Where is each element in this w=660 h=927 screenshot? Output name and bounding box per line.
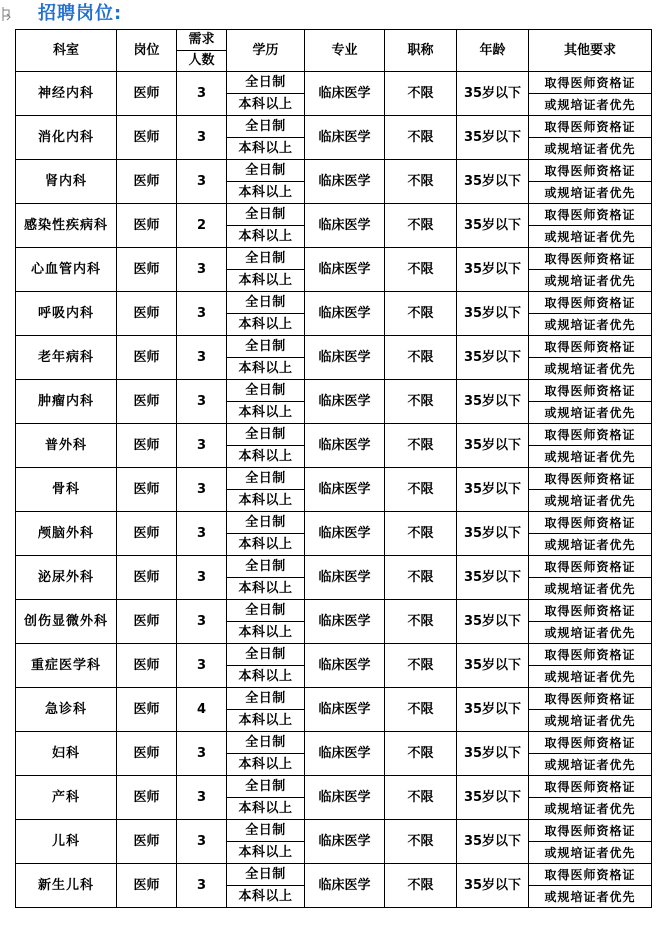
cell-count: 3 bbox=[177, 292, 227, 336]
cell-age: 35岁以下 bbox=[457, 336, 529, 380]
cell-education bbox=[227, 820, 305, 864]
cell-major: 临床医学 bbox=[305, 776, 385, 820]
cell-title-rank: 不限 bbox=[385, 468, 457, 512]
header-major: 专业 bbox=[305, 30, 385, 72]
cell-position: 医师 bbox=[117, 512, 177, 556]
cell-other bbox=[529, 776, 652, 820]
cell-education-level: 本科以上 bbox=[238, 624, 293, 640]
table-row bbox=[16, 424, 652, 468]
cell-position: 医师 bbox=[117, 556, 177, 600]
cell-position: 医师 bbox=[117, 336, 177, 380]
table-row bbox=[16, 776, 652, 820]
cell-title-rank: 不限 bbox=[385, 336, 457, 380]
cell-education-level: 本科以上 bbox=[238, 140, 293, 156]
table-row bbox=[16, 688, 652, 732]
cell-other bbox=[529, 688, 652, 732]
cell-title-rank: 不限 bbox=[385, 424, 457, 468]
cell-education-type: 全日制 bbox=[227, 512, 304, 534]
cell-count: 3 bbox=[177, 72, 227, 116]
cell-age: 35岁以下 bbox=[457, 512, 529, 556]
cell-age: 35岁以下 bbox=[457, 688, 529, 732]
cell-education-type: 全日制 bbox=[227, 204, 304, 226]
cell-other-line2: 或规培证者优先 bbox=[544, 845, 636, 860]
cell-major: 临床医学 bbox=[305, 204, 385, 248]
cell-position: 医师 bbox=[117, 424, 177, 468]
cell-other-line2: 或规培证者优先 bbox=[544, 449, 636, 464]
header-other: 其他要求 bbox=[529, 30, 652, 72]
cell-education bbox=[227, 600, 305, 644]
cell-other-line2: 或规培证者优先 bbox=[544, 801, 636, 816]
cell-dept: 急诊科 bbox=[16, 688, 117, 732]
cell-dept: 骨科 bbox=[16, 468, 117, 512]
cell-dept: 妇科 bbox=[16, 732, 117, 776]
table-row bbox=[16, 556, 652, 600]
cell-count: 3 bbox=[177, 776, 227, 820]
cell-education-level: 本科以上 bbox=[238, 228, 293, 244]
cell-dept: 老年病科 bbox=[16, 336, 117, 380]
cell-other-line1: 取得医师资格证 bbox=[529, 248, 651, 270]
cell-dept: 重症医学科 bbox=[16, 644, 117, 688]
cell-age: 35岁以下 bbox=[457, 732, 529, 776]
cell-other-line1: 取得医师资格证 bbox=[529, 72, 651, 94]
cell-other bbox=[529, 556, 652, 600]
cell-other-line2: 或规培证者优先 bbox=[544, 361, 636, 376]
cell-count: 3 bbox=[177, 424, 227, 468]
cell-other-line1: 取得医师资格证 bbox=[529, 160, 651, 182]
cell-title-rank: 不限 bbox=[385, 864, 457, 908]
table-header-row bbox=[16, 30, 652, 72]
cell-position: 医师 bbox=[117, 468, 177, 512]
cell-age: 35岁以下 bbox=[457, 776, 529, 820]
cell-position: 医师 bbox=[117, 688, 177, 732]
cell-education-level: 本科以上 bbox=[238, 668, 293, 684]
cell-position: 医师 bbox=[117, 380, 177, 424]
table-row bbox=[16, 644, 652, 688]
cell-education bbox=[227, 116, 305, 160]
cell-other bbox=[529, 336, 652, 380]
cell-position: 医师 bbox=[117, 160, 177, 204]
cell-education-level: 本科以上 bbox=[238, 800, 293, 816]
cell-position: 医师 bbox=[117, 600, 177, 644]
cell-education-type: 全日制 bbox=[227, 864, 304, 886]
table-row bbox=[16, 380, 652, 424]
cell-education bbox=[227, 72, 305, 116]
cell-dept: 颅脑外科 bbox=[16, 512, 117, 556]
header-dept: 科室 bbox=[16, 30, 117, 72]
cell-age: 35岁以下 bbox=[457, 424, 529, 468]
cell-title-rank: 不限 bbox=[385, 380, 457, 424]
cell-major: 临床医学 bbox=[305, 380, 385, 424]
anchor-mark-icon bbox=[2, 6, 12, 22]
cell-education-type: 全日制 bbox=[227, 600, 304, 622]
cell-position: 医师 bbox=[117, 776, 177, 820]
cell-other bbox=[529, 864, 652, 908]
cell-other-line1: 取得医师资格证 bbox=[529, 732, 651, 754]
cell-dept: 呼吸内科 bbox=[16, 292, 117, 336]
cell-dept: 肾内科 bbox=[16, 160, 117, 204]
cell-title-rank: 不限 bbox=[385, 732, 457, 776]
cell-other bbox=[529, 732, 652, 776]
cell-other-line1: 取得医师资格证 bbox=[529, 644, 651, 666]
cell-position: 医师 bbox=[117, 204, 177, 248]
cell-title-rank: 不限 bbox=[385, 644, 457, 688]
cell-education-level: 本科以上 bbox=[238, 404, 293, 420]
cell-position: 医师 bbox=[117, 732, 177, 776]
cell-dept: 消化内科 bbox=[16, 116, 117, 160]
cell-other-line1: 取得医师资格证 bbox=[529, 600, 651, 622]
cell-education-level: 本科以上 bbox=[238, 360, 293, 376]
cell-title-rank: 不限 bbox=[385, 820, 457, 864]
cell-education-type: 全日制 bbox=[227, 380, 304, 402]
table-row bbox=[16, 116, 652, 160]
cell-age: 35岁以下 bbox=[457, 864, 529, 908]
cell-major: 临床医学 bbox=[305, 864, 385, 908]
cell-other bbox=[529, 600, 652, 644]
cell-other-line1: 取得医师资格证 bbox=[529, 424, 651, 446]
cell-other-line2: 或规培证者优先 bbox=[544, 405, 636, 420]
cell-other-line1: 取得医师资格证 bbox=[529, 776, 651, 798]
cell-other bbox=[529, 292, 652, 336]
cell-education-level: 本科以上 bbox=[238, 712, 293, 728]
cell-other-line2: 或规培证者优先 bbox=[544, 185, 636, 200]
cell-other bbox=[529, 468, 652, 512]
cell-title-rank: 不限 bbox=[385, 556, 457, 600]
cell-count: 3 bbox=[177, 380, 227, 424]
cell-education-level: 本科以上 bbox=[238, 536, 293, 552]
cell-education bbox=[227, 556, 305, 600]
cell-position: 医师 bbox=[117, 644, 177, 688]
cell-other bbox=[529, 72, 652, 116]
table-row bbox=[16, 820, 652, 864]
header-age: 年龄 bbox=[457, 30, 529, 72]
cell-education bbox=[227, 644, 305, 688]
cell-other-line2: 或规培证者优先 bbox=[544, 229, 636, 244]
cell-education bbox=[227, 468, 305, 512]
cell-count: 3 bbox=[177, 556, 227, 600]
cell-education bbox=[227, 204, 305, 248]
table-row bbox=[16, 292, 652, 336]
cell-other bbox=[529, 204, 652, 248]
cell-age: 35岁以下 bbox=[457, 644, 529, 688]
cell-major: 临床医学 bbox=[305, 820, 385, 864]
cell-major: 临床医学 bbox=[305, 248, 385, 292]
cell-title-rank: 不限 bbox=[385, 600, 457, 644]
cell-age: 35岁以下 bbox=[457, 292, 529, 336]
cell-education-type: 全日制 bbox=[227, 424, 304, 446]
cell-age: 35岁以下 bbox=[457, 600, 529, 644]
cell-major: 临床医学 bbox=[305, 644, 385, 688]
cell-title-rank: 不限 bbox=[385, 248, 457, 292]
cell-other-line2: 或规培证者优先 bbox=[544, 493, 636, 508]
cell-education-level: 本科以上 bbox=[238, 844, 293, 860]
cell-major: 临床医学 bbox=[305, 468, 385, 512]
cell-count: 3 bbox=[177, 248, 227, 292]
table-row bbox=[16, 468, 652, 512]
cell-other-line2: 或规培证者优先 bbox=[544, 669, 636, 684]
cell-age: 35岁以下 bbox=[457, 556, 529, 600]
cell-major: 临床医学 bbox=[305, 600, 385, 644]
cell-major: 临床医学 bbox=[305, 336, 385, 380]
cell-education-type: 全日制 bbox=[227, 72, 304, 94]
cell-education bbox=[227, 688, 305, 732]
cell-other-line1: 取得医师资格证 bbox=[529, 336, 651, 358]
cell-other bbox=[529, 116, 652, 160]
cell-other-line2: 或规培证者优先 bbox=[544, 317, 636, 332]
cell-major: 临床医学 bbox=[305, 292, 385, 336]
cell-education bbox=[227, 248, 305, 292]
cell-dept: 儿科 bbox=[16, 820, 117, 864]
cell-position: 医师 bbox=[117, 248, 177, 292]
cell-other-line1: 取得医师资格证 bbox=[529, 512, 651, 534]
cell-count: 3 bbox=[177, 512, 227, 556]
cell-other bbox=[529, 160, 652, 204]
cell-count: 3 bbox=[177, 600, 227, 644]
cell-education-type: 全日制 bbox=[227, 292, 304, 314]
cell-education-type: 全日制 bbox=[227, 468, 304, 490]
cell-other-line2: 或规培证者优先 bbox=[544, 537, 636, 552]
cell-major: 临床医学 bbox=[305, 424, 385, 468]
cell-education bbox=[227, 732, 305, 776]
cell-major: 临床医学 bbox=[305, 72, 385, 116]
cell-education-type: 全日制 bbox=[227, 688, 304, 710]
cell-age: 35岁以下 bbox=[457, 820, 529, 864]
cell-dept: 神经内科 bbox=[16, 72, 117, 116]
cell-other-line2: 或规培证者优先 bbox=[544, 889, 636, 904]
cell-education bbox=[227, 864, 305, 908]
cell-position: 医师 bbox=[117, 820, 177, 864]
cell-education-type: 全日制 bbox=[227, 556, 304, 578]
recruitment-table bbox=[15, 29, 652, 908]
cell-major: 临床医学 bbox=[305, 688, 385, 732]
cell-education-level: 本科以上 bbox=[238, 448, 293, 464]
table-row bbox=[16, 204, 652, 248]
cell-major: 临床医学 bbox=[305, 160, 385, 204]
cell-age: 35岁以下 bbox=[457, 160, 529, 204]
cell-education-type: 全日制 bbox=[227, 160, 304, 182]
cell-education-type: 全日制 bbox=[227, 336, 304, 358]
cell-education-level: 本科以上 bbox=[238, 888, 293, 904]
cell-other bbox=[529, 380, 652, 424]
cell-title-rank: 不限 bbox=[385, 688, 457, 732]
cell-position: 医师 bbox=[117, 292, 177, 336]
cell-title-rank: 不限 bbox=[385, 512, 457, 556]
cell-count: 3 bbox=[177, 336, 227, 380]
cell-education bbox=[227, 424, 305, 468]
cell-education-level: 本科以上 bbox=[238, 580, 293, 596]
cell-other-line2: 或规培证者优先 bbox=[544, 625, 636, 640]
cell-education bbox=[227, 776, 305, 820]
cell-dept: 肿瘤内科 bbox=[16, 380, 117, 424]
cell-count: 3 bbox=[177, 468, 227, 512]
cell-education bbox=[227, 160, 305, 204]
cell-education-level: 本科以上 bbox=[238, 272, 293, 288]
cell-education bbox=[227, 336, 305, 380]
cell-education-level: 本科以上 bbox=[238, 316, 293, 332]
header-education: 学历 bbox=[227, 30, 305, 72]
cell-other-line2: 或规培证者优先 bbox=[544, 581, 636, 596]
cell-education bbox=[227, 292, 305, 336]
cell-count: 3 bbox=[177, 160, 227, 204]
cell-other-line2: 或规培证者优先 bbox=[544, 713, 636, 728]
cell-age: 35岁以下 bbox=[457, 248, 529, 292]
table-row bbox=[16, 864, 652, 908]
cell-count: 2 bbox=[177, 204, 227, 248]
cell-other-line1: 取得医师资格证 bbox=[529, 204, 651, 226]
cell-count: 3 bbox=[177, 820, 227, 864]
cell-other-line1: 取得医师资格证 bbox=[529, 864, 651, 886]
header-position: 岗位 bbox=[117, 30, 177, 72]
cell-other-line1: 取得医师资格证 bbox=[529, 292, 651, 314]
cell-other-line1: 取得医师资格证 bbox=[529, 380, 651, 402]
cell-age: 35岁以下 bbox=[457, 204, 529, 248]
page-title: 招聘岗位: bbox=[38, 3, 123, 24]
cell-education-type: 全日制 bbox=[227, 644, 304, 666]
cell-other bbox=[529, 512, 652, 556]
cell-position: 医师 bbox=[117, 72, 177, 116]
cell-education-level: 本科以上 bbox=[238, 96, 293, 112]
cell-other-line1: 取得医师资格证 bbox=[529, 688, 651, 710]
cell-other-line1: 取得医师资格证 bbox=[529, 820, 651, 842]
cell-education bbox=[227, 512, 305, 556]
header-count-top: 需求 bbox=[177, 30, 226, 51]
cell-count: 3 bbox=[177, 116, 227, 160]
cell-title-rank: 不限 bbox=[385, 292, 457, 336]
cell-dept: 泌尿外科 bbox=[16, 556, 117, 600]
cell-other-line1: 取得医师资格证 bbox=[529, 468, 651, 490]
cell-other bbox=[529, 644, 652, 688]
cell-title-rank: 不限 bbox=[385, 160, 457, 204]
header-count bbox=[177, 30, 227, 72]
table-row bbox=[16, 732, 652, 776]
cell-age: 35岁以下 bbox=[457, 468, 529, 512]
table-row bbox=[16, 336, 652, 380]
cell-other-line1: 取得医师资格证 bbox=[529, 556, 651, 578]
cell-age: 35岁以下 bbox=[457, 72, 529, 116]
cell-other bbox=[529, 820, 652, 864]
cell-count: 4 bbox=[177, 688, 227, 732]
cell-other-line2: 或规培证者优先 bbox=[544, 757, 636, 772]
cell-dept: 创伤显微外科 bbox=[16, 600, 117, 644]
cell-dept: 心血管内科 bbox=[16, 248, 117, 292]
cell-dept: 感染性疾病科 bbox=[16, 204, 117, 248]
table-row bbox=[16, 160, 652, 204]
header-title-rank: 职称 bbox=[385, 30, 457, 72]
cell-title-rank: 不限 bbox=[385, 116, 457, 160]
cell-dept: 新生儿科 bbox=[16, 864, 117, 908]
cell-title-rank: 不限 bbox=[385, 204, 457, 248]
cell-position: 医师 bbox=[117, 864, 177, 908]
cell-major: 临床医学 bbox=[305, 512, 385, 556]
cell-title-rank: 不限 bbox=[385, 72, 457, 116]
cell-title-rank: 不限 bbox=[385, 776, 457, 820]
cell-education-type: 全日制 bbox=[227, 248, 304, 270]
table-row bbox=[16, 600, 652, 644]
cell-education-type: 全日制 bbox=[227, 776, 304, 798]
cell-education-level: 本科以上 bbox=[238, 184, 293, 200]
cell-age: 35岁以下 bbox=[457, 116, 529, 160]
cell-count: 3 bbox=[177, 644, 227, 688]
cell-education-type: 全日制 bbox=[227, 116, 304, 138]
cell-other-line2: 或规培证者优先 bbox=[544, 141, 636, 156]
cell-other bbox=[529, 248, 652, 292]
cell-education-level: 本科以上 bbox=[238, 492, 293, 508]
cell-other-line2: 或规培证者优先 bbox=[544, 97, 636, 112]
cell-position: 医师 bbox=[117, 116, 177, 160]
cell-major: 临床医学 bbox=[305, 116, 385, 160]
cell-dept: 产科 bbox=[16, 776, 117, 820]
cell-other bbox=[529, 424, 652, 468]
table-row bbox=[16, 72, 652, 116]
cell-count: 3 bbox=[177, 732, 227, 776]
cell-education-level: 本科以上 bbox=[238, 756, 293, 772]
cell-major: 临床医学 bbox=[305, 556, 385, 600]
cell-education bbox=[227, 380, 305, 424]
cell-major: 临床医学 bbox=[305, 732, 385, 776]
cell-count: 3 bbox=[177, 864, 227, 908]
header-count-bottom: 人数 bbox=[188, 53, 215, 68]
table-row bbox=[16, 248, 652, 292]
cell-age: 35岁以下 bbox=[457, 380, 529, 424]
cell-education-type: 全日制 bbox=[227, 820, 304, 842]
cell-education-type: 全日制 bbox=[227, 732, 304, 754]
cell-dept: 普外科 bbox=[16, 424, 117, 468]
cell-other-line2: 或规培证者优先 bbox=[544, 273, 636, 288]
table-row bbox=[16, 512, 652, 556]
cell-other-line1: 取得医师资格证 bbox=[529, 116, 651, 138]
